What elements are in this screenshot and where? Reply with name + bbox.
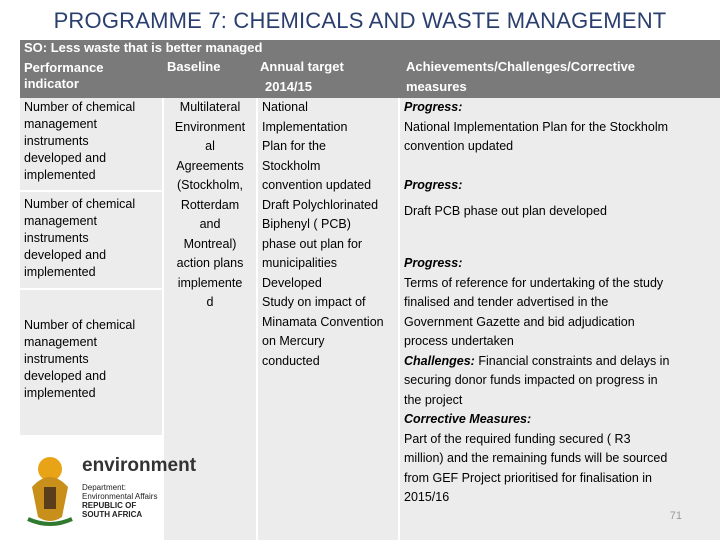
header-measures: measures bbox=[406, 79, 467, 94]
header-annual-target: Annual target bbox=[260, 59, 344, 74]
coat-of-arms-icon bbox=[22, 447, 78, 527]
header-indicator: Performance bbox=[24, 60, 104, 75]
target-cell: National Implementation Plan for the Stockholm convention updated Draft Polychlorinated Biphenyl ( PCB) phase out plan for municipalities Developed Study on impact of Minamata Convention on Mercury conducted bbox=[262, 100, 384, 368]
table-header bbox=[20, 40, 720, 98]
department-logo bbox=[20, 435, 197, 540]
logo-department: Department: Environmental Affairs REPUBLIC OF SOUTH AFRICA bbox=[82, 483, 158, 519]
target-column bbox=[258, 98, 398, 540]
indicator-cell: Number of chemical management instruments developed and implemented bbox=[24, 318, 136, 400]
indicator-cell: Number of chemical management instruments developed and implemented bbox=[24, 197, 136, 279]
achievement-cell: Progress: National Implementation Plan for the Stockholm convention updated Progress: Draft PCB phase out plan developed Progress: Terms of reference for undertaking of the study finalised and tender advertised in the Government Gazette and bid adjudication process undertaken Challenges: Financial constraints and delays in securing donor funds impacted on progress in the project Corrective Measures: Part of the required funding secured ( R3 million) and the remaining funds will be sourced from GEF Project prioritised for finalisation in 2015/16 bbox=[404, 100, 670, 504]
header-year: 2014/15 bbox=[265, 79, 312, 94]
header-indicator-2: indicator bbox=[24, 76, 79, 91]
baseline-cell: Multilateral Environment al Agreements (Stockholm, Rotterdam and Montreal) action plans implemente d bbox=[174, 100, 246, 309]
achievements-column bbox=[400, 98, 720, 540]
indicator-cell: Number of chemical management instruments developed and implemented bbox=[24, 100, 136, 182]
header-achievements: Achievements/Challenges/Corrective bbox=[406, 59, 636, 74]
row-divider bbox=[20, 288, 162, 290]
header-baseline: Baseline bbox=[167, 59, 221, 74]
row-divider bbox=[20, 190, 162, 192]
strategic-objective: SO: Less waste that is better managed bbox=[24, 40, 263, 55]
logo-name: environment bbox=[82, 455, 197, 476]
page-number: 71 bbox=[669, 510, 682, 522]
performance-table bbox=[20, 40, 720, 540]
page-title: PROGRAMME 7: CHEMICALS AND WASTE MANAGEMENT bbox=[53, 8, 667, 33]
